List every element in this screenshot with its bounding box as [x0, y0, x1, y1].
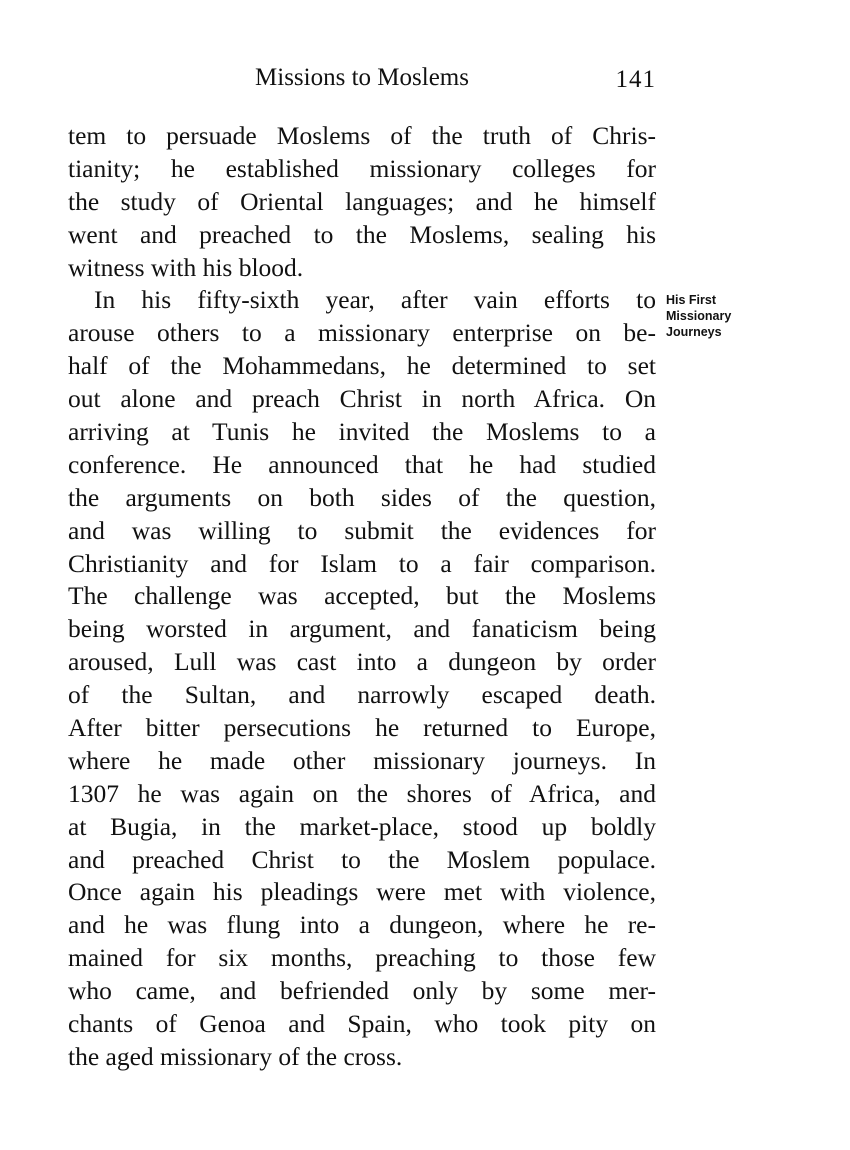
sidenote-line: Journeys	[666, 325, 722, 339]
margin-sidenote	[666, 292, 796, 340]
text-line: mained for six months, preaching to those few	[68, 943, 656, 973]
text-line: arriving at Tunis he invited the Moslems to a	[68, 417, 656, 447]
text-line: After bitter persecutions he returned to Europe,	[68, 713, 656, 743]
text-line: where he made other missionary journeys. In	[68, 745, 656, 775]
text-line: tem to persuade Moslems of the truth of Chris-	[68, 121, 656, 150]
text-line: Once again his pleadings were met with violence,	[68, 877, 656, 907]
text-line: went and preached to the Moslems, sealing his	[68, 219, 656, 249]
page-header	[68, 58, 656, 98]
sidenote-line: Missionary	[666, 309, 732, 323]
text-line: who came, and befriended only by some mer-	[68, 976, 656, 1006]
text-line: aroused, Lull was cast into a dungeon by order	[68, 647, 656, 677]
text-line: the arguments on both sides of the question,	[68, 482, 656, 512]
text-line: In his fifty-sixth year, after vain efforts to	[94, 285, 656, 315]
text-line: conference. He announced that he had studied	[68, 449, 656, 479]
paragraph	[68, 120, 656, 284]
text-line: 1307 he was again on the shores of Africa, and	[68, 778, 656, 808]
text-line: of the Sultan, and narrowly escaped death.	[68, 680, 656, 710]
text-line: and was willing to submit the evidences for	[68, 515, 656, 545]
body-text	[68, 120, 656, 1074]
text-line: out alone and preach Christ in north Africa. On	[68, 384, 656, 414]
text-line: and preached Christ to the Moslem populace.	[68, 844, 656, 874]
text-line: being worsted in argument, and fanaticism being	[68, 614, 656, 644]
running-title: Missions to Moslems	[255, 64, 469, 91]
text-line: at Bugia, in the market-place, stood up boldly	[68, 811, 656, 841]
text-line: tianity; he established missionary colleges for	[68, 153, 656, 183]
text-line: arouse others to a missionary enterprise on be-	[68, 318, 656, 348]
paragraph	[68, 284, 656, 1073]
text-line: and he was flung into a dungeon, where he re-	[68, 910, 656, 940]
text-line: witness with his blood.	[68, 252, 304, 282]
page-number: 141	[615, 66, 656, 93]
text-line: the aged missionary of the cross.	[68, 1041, 403, 1071]
text-line: half of the Mohammedans, he determined to set	[68, 351, 656, 381]
sidenote-line: His First	[666, 293, 717, 307]
text-line: Christianity and for Islam to a fair comparison.	[68, 548, 656, 578]
text-line: chants of Genoa and Spain, who took pity on	[68, 1009, 656, 1039]
text-line: The challenge was accepted, but the Moslems	[68, 581, 656, 611]
text-line: the study of Oriental languages; and he himself	[68, 186, 656, 216]
